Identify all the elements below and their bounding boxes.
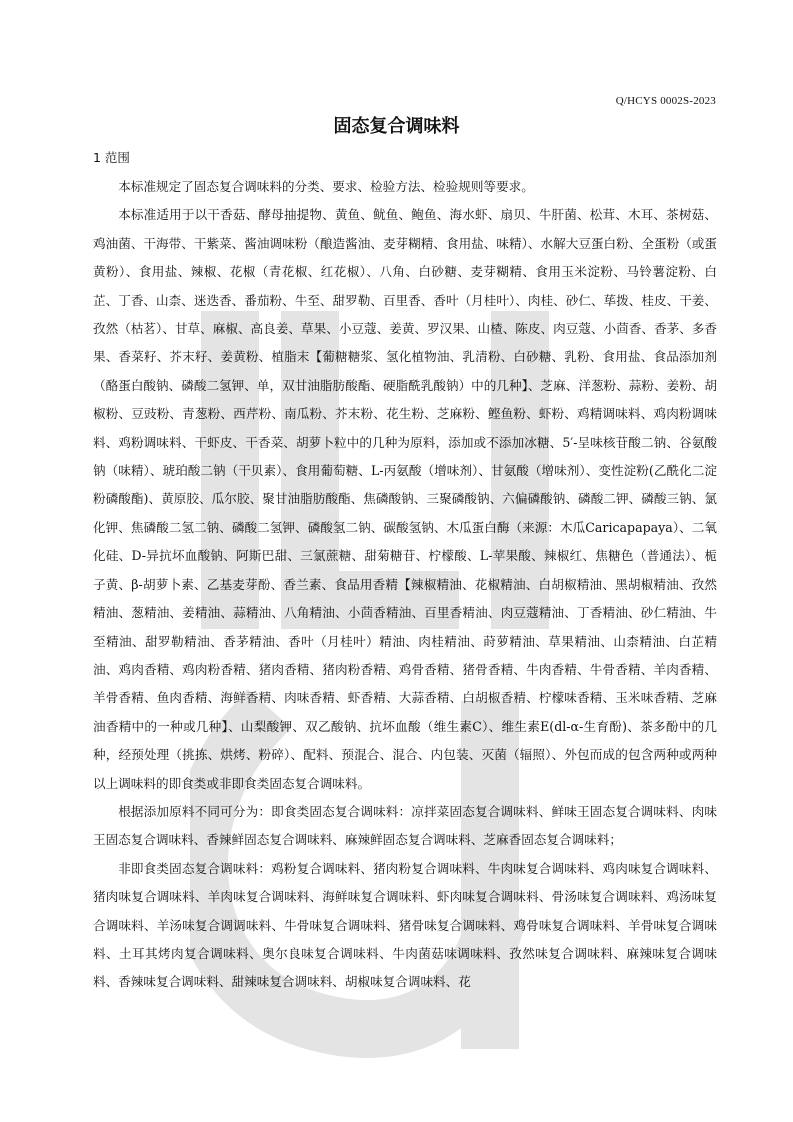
document-title: 固态复合调味料 [333, 116, 460, 137]
section-heading: 1 范围 [93, 150, 130, 165]
document-code: Q/HCYS 0002S-2023 [615, 95, 716, 107]
paragraph: 根据添加原料不同可分为：即食类固态复合调味料：凉拌菜固态复合调味料、鲜味王固态复合调味料、肉味王固态复合调味料、香辣鲜固态复合调味料、麻辣鲜固态复合调味料、芝麻香固态复合调味料； [93, 803, 717, 848]
paragraph: 本标准规定了固态复合调味料的分类、要求、检验方法、检验规则等要求。 [118, 179, 534, 194]
paragraph: 非即食类固态复合调味料：鸡粉复合调味料、猪肉粉复合调味料、牛肉味复合调味料、鸡肉味复合调味料、猪肉味复合调味料、羊肉味复合调味料、海鲜味复合调味料、虾肉味复合调味料、骨汤味复合调味料、鸡汤味复合调味料、羊汤味复合调调味料、牛骨味复合调味料、猪骨味复合调味料、鸡骨味复合调味料、羊骨味复合调味料、土耳其烤肉复合调味料、奥尔良味复合调味料、牛肉菌菇味调味料、孜然味复合调味料、麻辣味复合调味料、香辣味复合调味料、甜辣味复合调味料、胡椒味复合调味料、花 [93, 860, 717, 990]
section-body [93, 173, 717, 997]
paragraph: 本标准适用于以干香菇、酵母抽提物、黄鱼、鱿鱼、鲍鱼、海水虾、扇贝、牛肝菌、松茸、木耳、茶树菇、鸡油菌、干海带、干紫菜、酱油调味粉（酿造酱油、麦芽糊精、食用盐、味精）、水解大豆蛋白粉、全蛋粉（或蛋黄粉）、食用盐、辣椒、花椒（青花椒、红花椒）、八角、白砂糖、麦芽糊精、食用玉米淀粉、马铃薯淀粉、白芷、丁香、山柰、迷迭香、番茄粉、牛至、甜罗勒、百里香、香叶（月桂叶）、肉桂、砂仁、荜拨、桂皮、干姜、孜然（枯茗）、甘草、麻椒、高良姜、草果、小豆蔻、姜黄、罗汉果、山楂、陈皮、肉豆蔻、小茴香、香茅、多香果、香菜籽、芥末籽、姜黄粉、植脂末【葡糖糖浆、氢化植物油、乳清粉、白砂糖、乳粉、食用盐、食品添加剂（酪蛋白酸钠、磷酸二氢钾、单，双甘油脂肪酸酯、硬脂酰乳酸钠）中的几种】、芝麻、洋葱粉、蒜粉、姜粉、胡椒粉、豆豉粉、青葱粉、西芹粉、南瓜粉、芥末粉、花生粉、芝麻粉、鲣鱼粉、虾粉、鸡精调味料、鸡肉粉调味料、鸡粉调味料、干虾皮、干香菜、胡萝卜粒中的几种为原料，添加或不添加冰糖、5′-呈味核苷酸二钠、谷氨酸钠（味精）、琥珀酸二钠（干贝素）、食用葡萄糖、L-丙氨酸（增味剂）、甘氨酸（增味剂）、变性淀粉(乙酰化二淀粉磷酸酯)、黄原胶、瓜尔胶、聚甘油脂肪酸酯、焦磷酸钠、三聚磷酸钠、六偏磷酸钠、磷酸二钾、磷酸三钠、氯化钾、焦磷酸二氢二钠、磷酸二氢钾、磷酸氢二钠、碳酸氢钠、木瓜蛋白酶（来源：木瓜Caricapapaya）、二氧化硅、D-异抗坏血酸钠、阿斯巴甜、三氯蔗糖、甜菊糖苷、柠檬酸、L-苹果酸、辣椒红、焦糖色（普通法）、栀子黄、β-胡萝卜素、乙基麦芽酚、香兰素、食品用香精【辣椒精油、花椒精油、白胡椒精油、黑胡椒精油、孜然精油、葱精油、姜精油、蒜精油、八角精油、小茴香精油、百里香精油、肉豆蔻精油、丁香精油、砂仁精油、牛至精油、甜罗勒精油、香茅精油、香叶（月桂叶）精油、肉桂精油、莳萝精油、草果精油、山柰精油、白芷精油、鸡肉香精、鸡肉粉香精、猪肉香精、猪肉粉香精、鸡骨香精、猪骨香精、牛肉香精、牛骨香精、羊肉香精、羊骨香精、鱼肉香精、海鲜香精、肉味香精、虾香精、大蒜香精、白胡椒香精、柠檬味香精、玉米味香精、芝麻油香精中的一种或几种】、山梨酸钾、双乙酸钠、抗坏血酸（维生素C）、维生素E(dl-α-生育酚)、茶多酚中的几种，经预处理（挑拣、烘烤、粉碎）、配料、预混合、混合、内包装、灭菌（辐照）、外包而成的包含两种或两种以上调味料的即食类或非即食类固态复合调味料。 [93, 207, 717, 791]
